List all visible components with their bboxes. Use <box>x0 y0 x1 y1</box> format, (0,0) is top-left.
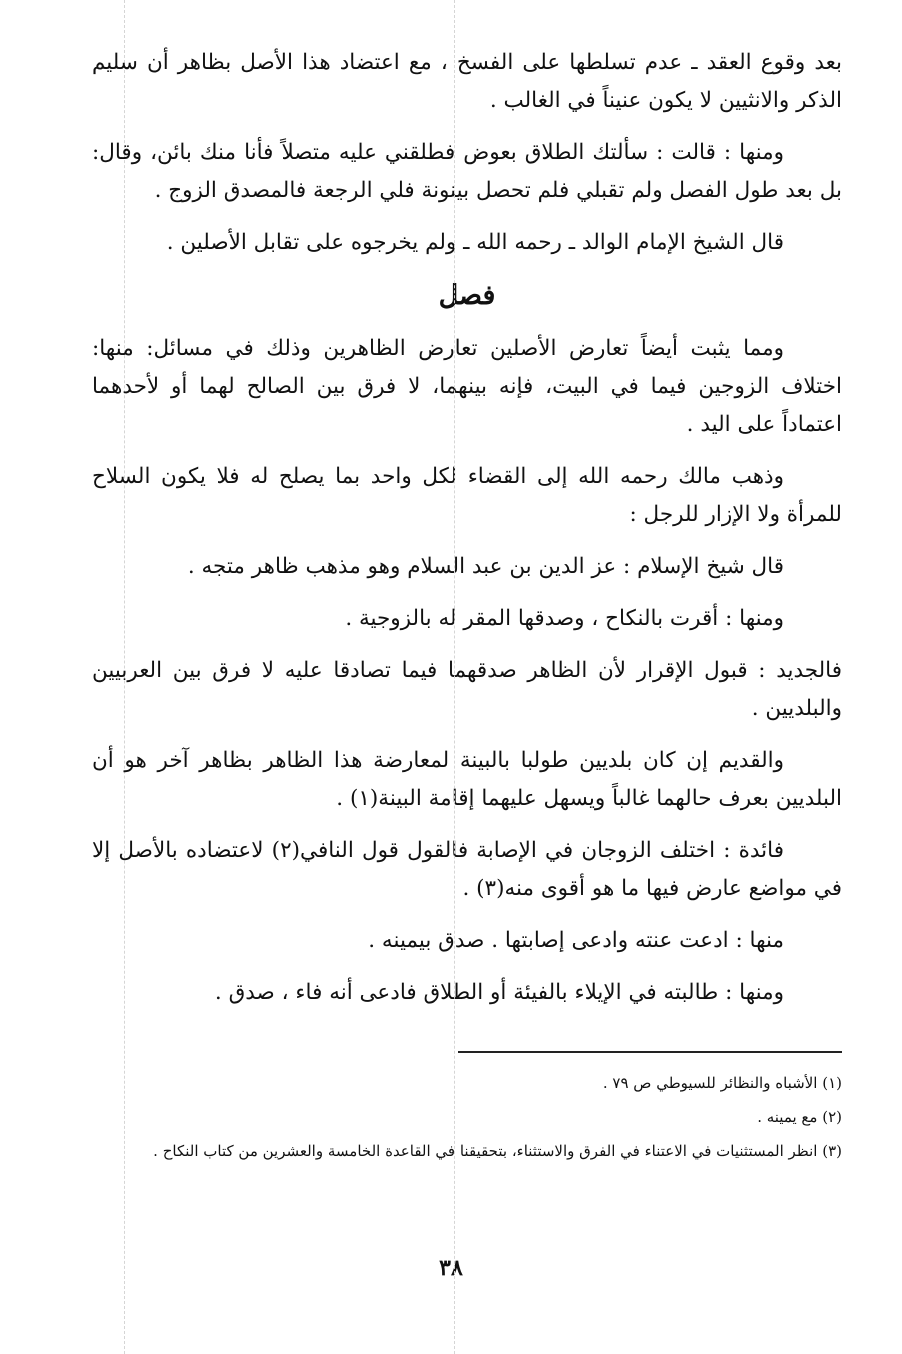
paragraph: ومنها : قالت : سألتك الطلاق بعوض فطلقني عليه متصلاً فأنا منك بائن، وقال: بل بعد طول الفصل ولم تقبلي فلم تحصل بينونة فلي الرجعة فالمصدق الزوج . <box>92 140 842 203</box>
paragraph: ومنها : أقرت بالنكاح ، وصدقها المقر له بالزوجية . <box>345 606 784 631</box>
paragraph: ومنها : طالبته في الإيلاء بالفيئة أو الطلاق فادعى أنه فاء ، صدق . <box>214 980 784 1005</box>
paragraph: قال الشيخ الإمام الوالد ـ رحمه الله ـ ولم يخرجوه على تقابل الأصلين . <box>166 230 784 255</box>
page-number: ٣٨ <box>439 1255 463 1281</box>
section-heading: فصل <box>438 280 496 311</box>
paragraph: فالجديد : قبول الإقرار لأن الظاهر صدقهما فيما تصادقا عليه لا فرق بين العربيين والبلديين . <box>92 658 842 721</box>
footnotes <box>102 1068 842 1170</box>
footnote: (٣) انظر المستثنيات في الاعتناء في الفرق والاستثناء، بتحقيقنا في القاعدة الخامسة والعشرين من كتاب النكاح . <box>153 1142 842 1160</box>
paragraph: بعد وقوع العقد ـ عدم تسلطها على الفسخ ، مع اعتضاد هذا الأصل بظاهر أن سليم الذكر والانثيين لا يكون عنيناً في الغالب . <box>92 50 842 113</box>
footnote: (٢) مع يمينه . <box>757 1108 842 1126</box>
paragraph: والقديم إن كان بلديين طولبا بالبينة لمعارضة هذا الظاهر بظاهر آخر هو أن البلديين بعرف حالهما غالباً ويسهل عليهما إقامة البينة(١) . <box>92 748 842 811</box>
paragraph: قال شيخ الإسلام : عز الدين بن عبد السلام وهو مذهب ظاهر متجه . <box>187 554 784 579</box>
paragraph: فائدة : اختلف الزوجان في الإصابة فالقول قول النافي(٢) لاعتضاده بالأصل إلا في مواضع عارض فيها ما هو أقوى منه(٣) . <box>92 838 842 901</box>
paragraph: منها : ادعت عنته وادعى إصابتها . صدق بيمينه . <box>368 928 784 953</box>
main-text <box>92 44 842 1026</box>
footnote-divider <box>458 1051 842 1053</box>
paragraph: ومما يثبت أيضاً تعارض الأصلين تعارض الظاهرين وذلك في مسائل: منها: اختلاف الزوجين فيما في البيت، فإنه بينهما، لا فرق بين الصالح لهما أو لأحدهما اعتماداً على اليد . <box>92 336 842 437</box>
paragraph: وذهب مالك رحمه الله إلى القضاء لكل واحد بما يصلح له فلا يكون السلاح للمرأة ولا الإزار للرجل : <box>92 464 842 527</box>
footnote: (١) الأشباه والنظائر للسيوطي ص ٧٩ . <box>602 1074 842 1092</box>
